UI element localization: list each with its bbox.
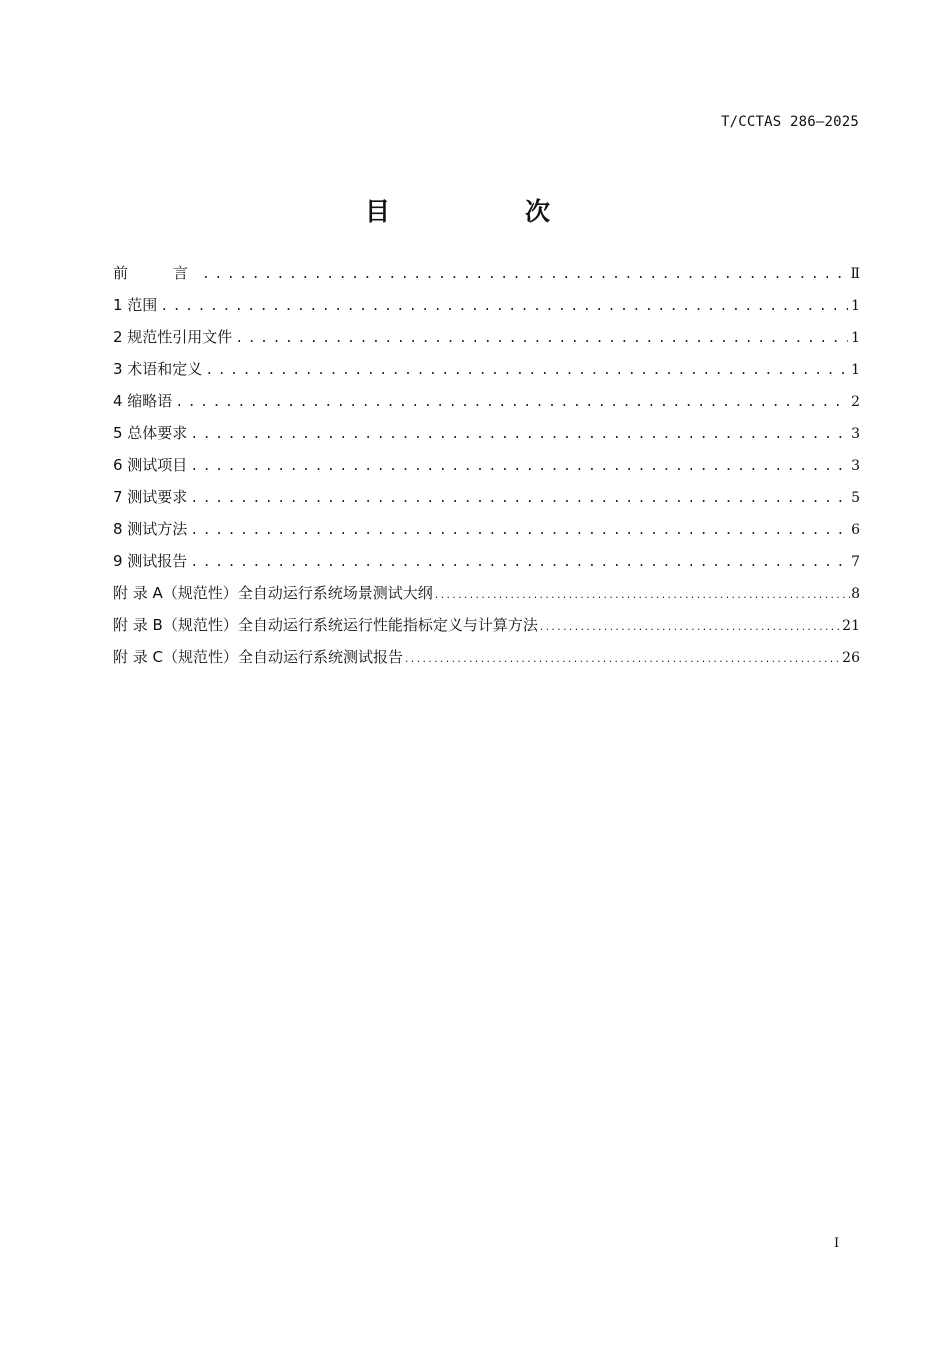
toc-entry-page: 1 (851, 298, 860, 314)
toc-entry-label: 附 录 B（规范性）全自动运行系统运行性能指标定义与计算方法 (113, 616, 538, 634)
toc-entry-5[interactable] (113, 422, 860, 454)
dot-leader (160, 296, 848, 318)
toc-entry-page: 26 (842, 650, 860, 666)
dot-leader (202, 264, 847, 286)
toc-entry-page: 6 (851, 522, 860, 538)
toc-entry-label: 3 术语和定义 (113, 360, 203, 378)
toc-entry-label: 2 规范性引用文件 (113, 328, 233, 346)
toc-entry-label: 8 测试方法 (113, 520, 188, 538)
toc-entry-label: 前 言 (113, 264, 189, 282)
toc-entry-page: 21 (842, 618, 860, 634)
toc-entry-foreword[interactable] (113, 262, 860, 294)
toc-entry-8[interactable] (113, 518, 860, 550)
toc-entry-label: 附 录 A（规范性）全自动运行系统场景测试大纲 (113, 584, 433, 602)
toc-entry-label: 附 录 C（规范性）全自动运行系统测试报告 (113, 648, 404, 666)
toc-entry-3[interactable] (113, 358, 860, 390)
toc-entry-appendix-b[interactable] (113, 614, 860, 646)
dot-leader (235, 328, 848, 350)
toc-entry-page: 5 (851, 490, 860, 506)
page-title: 目 次 (364, 197, 605, 226)
toc-entry-page: 1 (851, 362, 860, 378)
dot-leader (205, 360, 848, 382)
dot-leader (404, 649, 841, 671)
toc-entry-label: 4 缩略语 (113, 392, 173, 410)
dot-leader (539, 617, 841, 639)
toc-entry-2[interactable] (113, 326, 860, 358)
toc-entry-label: 5 总体要求 (113, 424, 188, 442)
dot-leader (190, 456, 848, 478)
toc-entry-page: 8 (851, 586, 860, 602)
toc-entry-page: 3 (851, 458, 860, 474)
toc-entry-page: Ⅱ (850, 266, 860, 282)
toc-entry-appendix-c[interactable] (113, 646, 860, 678)
toc-entry-page: 7 (851, 554, 860, 570)
document-code: T/CCTAS 286—2025 (720, 114, 859, 130)
toc-entry-6[interactable] (113, 454, 860, 486)
toc-entry-page: 3 (851, 426, 860, 442)
dot-leader (434, 585, 850, 607)
dot-leader (190, 520, 848, 542)
toc-entry-label: 1 范围 (113, 296, 158, 314)
table-of-contents (113, 262, 860, 678)
toc-entry-9[interactable] (113, 550, 860, 582)
dot-leader (190, 488, 848, 510)
dot-leader (175, 392, 848, 414)
dot-leader (190, 424, 848, 446)
page-number: I (834, 1236, 840, 1251)
toc-entry-label: 6 测试项目 (113, 456, 188, 474)
toc-entry-label: 7 测试要求 (113, 488, 188, 506)
toc-entry-page: 1 (851, 330, 860, 346)
toc-entry-1[interactable] (113, 294, 860, 326)
toc-entry-7[interactable] (113, 486, 860, 518)
dot-leader (190, 552, 848, 574)
toc-entry-4[interactable] (113, 390, 860, 422)
toc-entry-page: 2 (851, 394, 860, 410)
toc-entry-appendix-a[interactable] (113, 582, 860, 614)
toc-entry-label: 9 测试报告 (113, 552, 188, 570)
